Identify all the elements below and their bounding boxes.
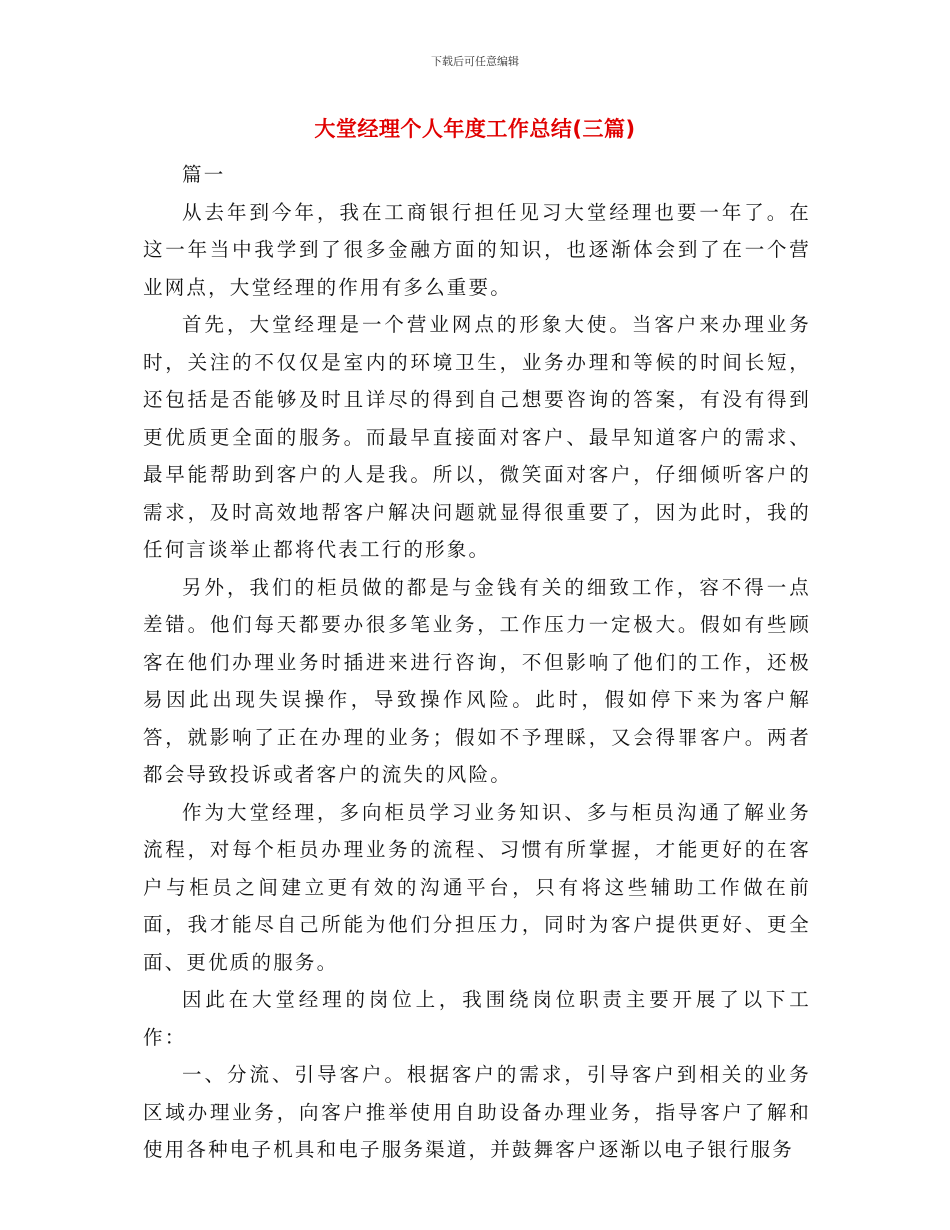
paragraph: 作为大堂经理，多向柜员学习业务知识、多与柜员沟通了解业务流程，对每个柜员办理业务的流程、习惯有所掌握，才能更好的在客户与柜员之间建立更有效的沟通平台，只有将这些辅助工作做在前面，我才能尽自己所能为他们分担压力，同时为客户提供更好、更全面、更优质的服务。: [143, 800, 811, 974]
paragraph: 从去年到今年，我在工商银行担任见习大堂经理也要一年了。在这一年当中我学到了很多金融方面的知识，也逐渐体会到了在一个营业网点，大堂经理的作用有多么重要。: [143, 200, 811, 299]
paragraph: 因此在大堂经理的岗位上，我围绕岗位职责主要开展了以下工作：: [143, 988, 811, 1049]
header-note: 下载后可任意编辑: [431, 55, 519, 68]
paragraph: 一、分流、引导客户。根据客户的需求，引导客户到相关的业务区域办理业务，向客户推举使用自助设备办理业务，指导客户了解和使用各种电子机具和电子服务渠道，并鼓舞客户逐渐以电子银行服务: [143, 1063, 811, 1161]
paragraph: 首先，大堂经理是一个营业网点的形象大使。当客户来办理业务时，关注的不仅仅是室内的环境卫生，业务办理和等候的时间长短，还包括是否能够及时且详尽的得到自己想要咨询的答案，有没有得到更优质更全面的服务。而最早直接面对客户、最早知道客户的需求、最早能帮助到客户的人是我。所以，微笑面对客户，仔细倾听客户的需求，及时高效地帮客户解决问题就显得很重要了，因为此时，我的任何言谈举止都将代表工行的形象。: [143, 313, 811, 561]
section-label: 篇一: [182, 163, 226, 186]
document-body: [143, 156, 811, 1169]
document-title: 大堂经理个人年度工作总结(三篇): [314, 117, 636, 141]
paragraph: 另外，我们的柜员做的都是与金钱有关的细致工作，容不得一点差错。他们每天都要办很多笔业务，工作压力一定极大。假如有些顾客在他们办理业务时插进来进行咨询，不但影响了他们的工作，还极易因此出现失误操作，导致操作风险。此时，假如停下来为客户解答，就影响了正在办理的业务；假如不予理睬，又会得罪客户。两者都会导致投诉或者客户的流失的风险。: [143, 575, 811, 786]
